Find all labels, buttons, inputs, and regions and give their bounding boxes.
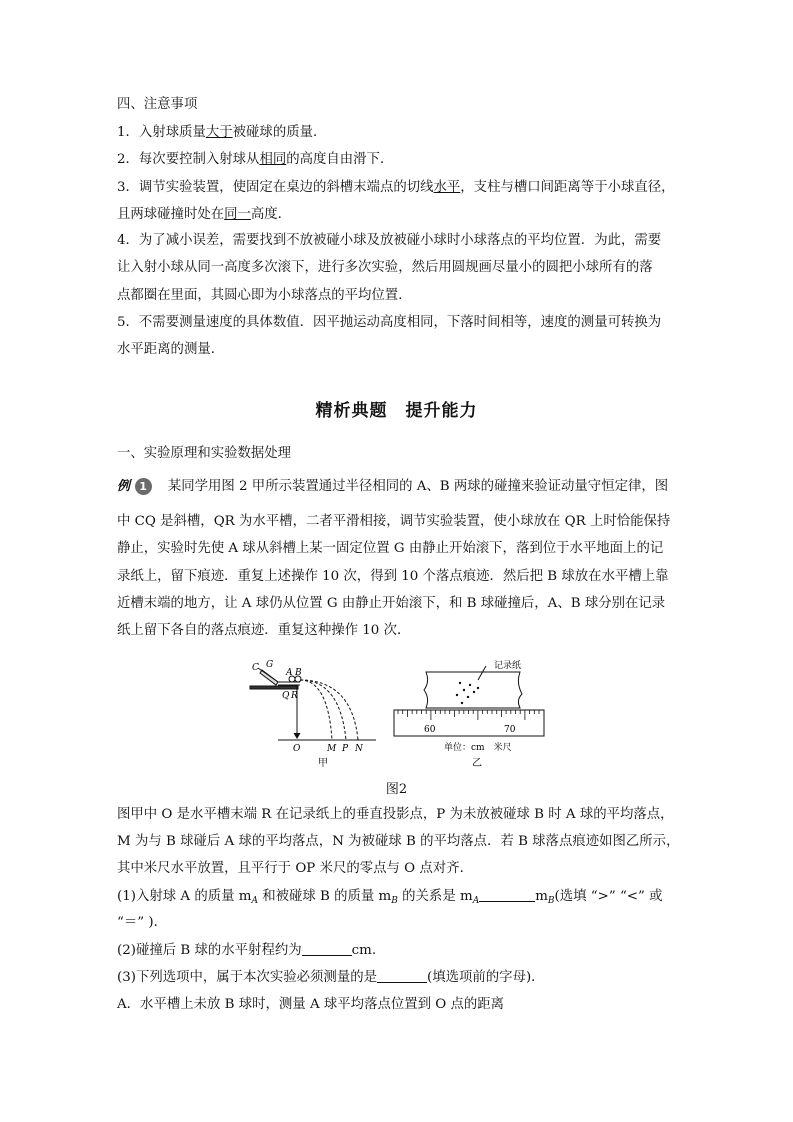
note-item-4-line1: 4．为了减小误差，需要找到不放被碰小球及放被碰小球时小球落点的平均位置．为此，需要 <box>117 233 662 248</box>
tick-70: 70 <box>504 725 516 735</box>
section-title: 精析典题 提升能力 <box>315 401 478 421</box>
note-item-5-line1: 5．不需要测量速度的具体数值．因平抛运动高度相同，下落时间相等，速度的测量可转换为 <box>117 315 662 330</box>
tick-60: 60 <box>424 725 436 735</box>
note-item-5-line2: 水平距离的测量． <box>117 342 225 357</box>
example-line-5: 近槽末端的地方，让 A 球仍从位置 G 由静止开始滚下，和 B 球碰撞后，A、B 球分别在记录 <box>117 596 666 611</box>
desc-line-1: 图甲中 O 是水平槽末端 R 在记录纸上的垂直投影点，P 为未放被碰球 B 时 A 球的平均落点， <box>117 807 674 822</box>
question-1-cont: “＝” )． <box>117 915 167 930</box>
label-M: M <box>327 744 337 754</box>
example-line-3: 静止，实验时先使 A 球从斜槽上某一固定位置 G 由静止开始滚下，落到位于水平地面上的记 <box>117 541 664 556</box>
question-3: (3)下列选项中，属于本次实验必须测量的是 (填选项前的字母)． <box>117 970 545 985</box>
sub-yi: 乙 <box>472 758 482 769</box>
subsection-heading: 一、实验原理和实验数据处理 <box>117 446 292 461</box>
answer-blank-3[interactable] <box>377 970 427 983</box>
note-item-3: 3．调节实验装置，使固定在桌边的斜槽末端点的切线水平，支柱与槽口间距离等于小球直径， <box>117 180 675 195</box>
example-line-2: 中 CQ 是斜槽，QR 为水平槽，二者平滑相接，调节实验装置，使小球放在 QR 上时恰能保持 <box>117 514 671 529</box>
example-badge: 例 1 <box>117 478 152 496</box>
note-item-4-line3: 点都圈在里面，其圆心即为小球落点的平均位置． <box>117 288 412 303</box>
note-item-4-line2: 让入射小球从同一高度多次滚下，进行多次实验，然后用圆规画尽量小的圆把小球所有的落 <box>117 260 653 275</box>
label-P: P <box>342 744 349 754</box>
sub-jia: 甲 <box>318 758 328 769</box>
question-2: (2)碰撞后 B 球的水平射程约为 cm. <box>117 943 377 958</box>
example-line-1: 例 1 某同学用图 2 甲所示装置通过半径相同的 A、B 两球的碰撞来验证动量守恒定律，图 <box>117 479 669 494</box>
answer-blank-2[interactable] <box>302 943 352 956</box>
example-number-icon: 1 <box>135 478 152 495</box>
desc-line-3: 其中米尺水平放置，且平行于 OP 米尺的零点与 O 点对齐． <box>117 861 473 876</box>
label-A: A <box>286 668 293 678</box>
question-1: (1)入射球 A 的质量 $m_A$ 和被碰球 B 的质量 $m_B$ 的关系是 $m_A$ $m_B$(选填 “>” “<” 或 <box>117 889 663 906</box>
label-G: G <box>266 660 274 670</box>
ruler-unit: 单位：cm 米尺 <box>444 743 512 753</box>
note-item-2: 2．每次要控制入射球从相同的高度自由滑下． <box>117 152 394 167</box>
ruler-ticks <box>398 710 539 720</box>
note-item-1: 1．入射球质量大于被碰球的质量． <box>117 125 327 140</box>
label-C: C <box>252 663 259 673</box>
label-B: B <box>295 668 302 678</box>
figure-2 <box>248 658 548 770</box>
note-item-3-cont: 且两球碰撞时处在同一高度． <box>117 207 292 222</box>
option-a: A．水平槽上未放 B 球时，测量 A 球平均落点位置到 O 点的距离 <box>117 997 505 1012</box>
desc-line-2: M 为与 B 球碰后 A 球的平均落点，N 为被碰球 B 的平均落点．若 B 球落点痕迹如图乙所示， <box>117 834 680 849</box>
apparatus-diagram <box>248 658 548 770</box>
example-line-6: 纸上留下各自的落点痕迹．重复这种操作 10 次． <box>117 623 411 638</box>
notes-heading: 四、注意事项 <box>117 97 198 112</box>
figure-caption: 图2 <box>385 782 408 797</box>
label-O: O <box>293 744 301 754</box>
label-Q: Q <box>282 691 290 701</box>
answer-blank-1[interactable] <box>479 889 535 902</box>
label-N: N <box>355 744 363 754</box>
example-line-4: 录纸上，留下痕迹．重复上述操作 10 次，得到 10 个落点痕迹．然后把 B 球放在水平槽上靠 <box>117 569 669 584</box>
record-paper-label: 记录纸 <box>494 661 522 671</box>
label-R: R <box>291 691 298 701</box>
